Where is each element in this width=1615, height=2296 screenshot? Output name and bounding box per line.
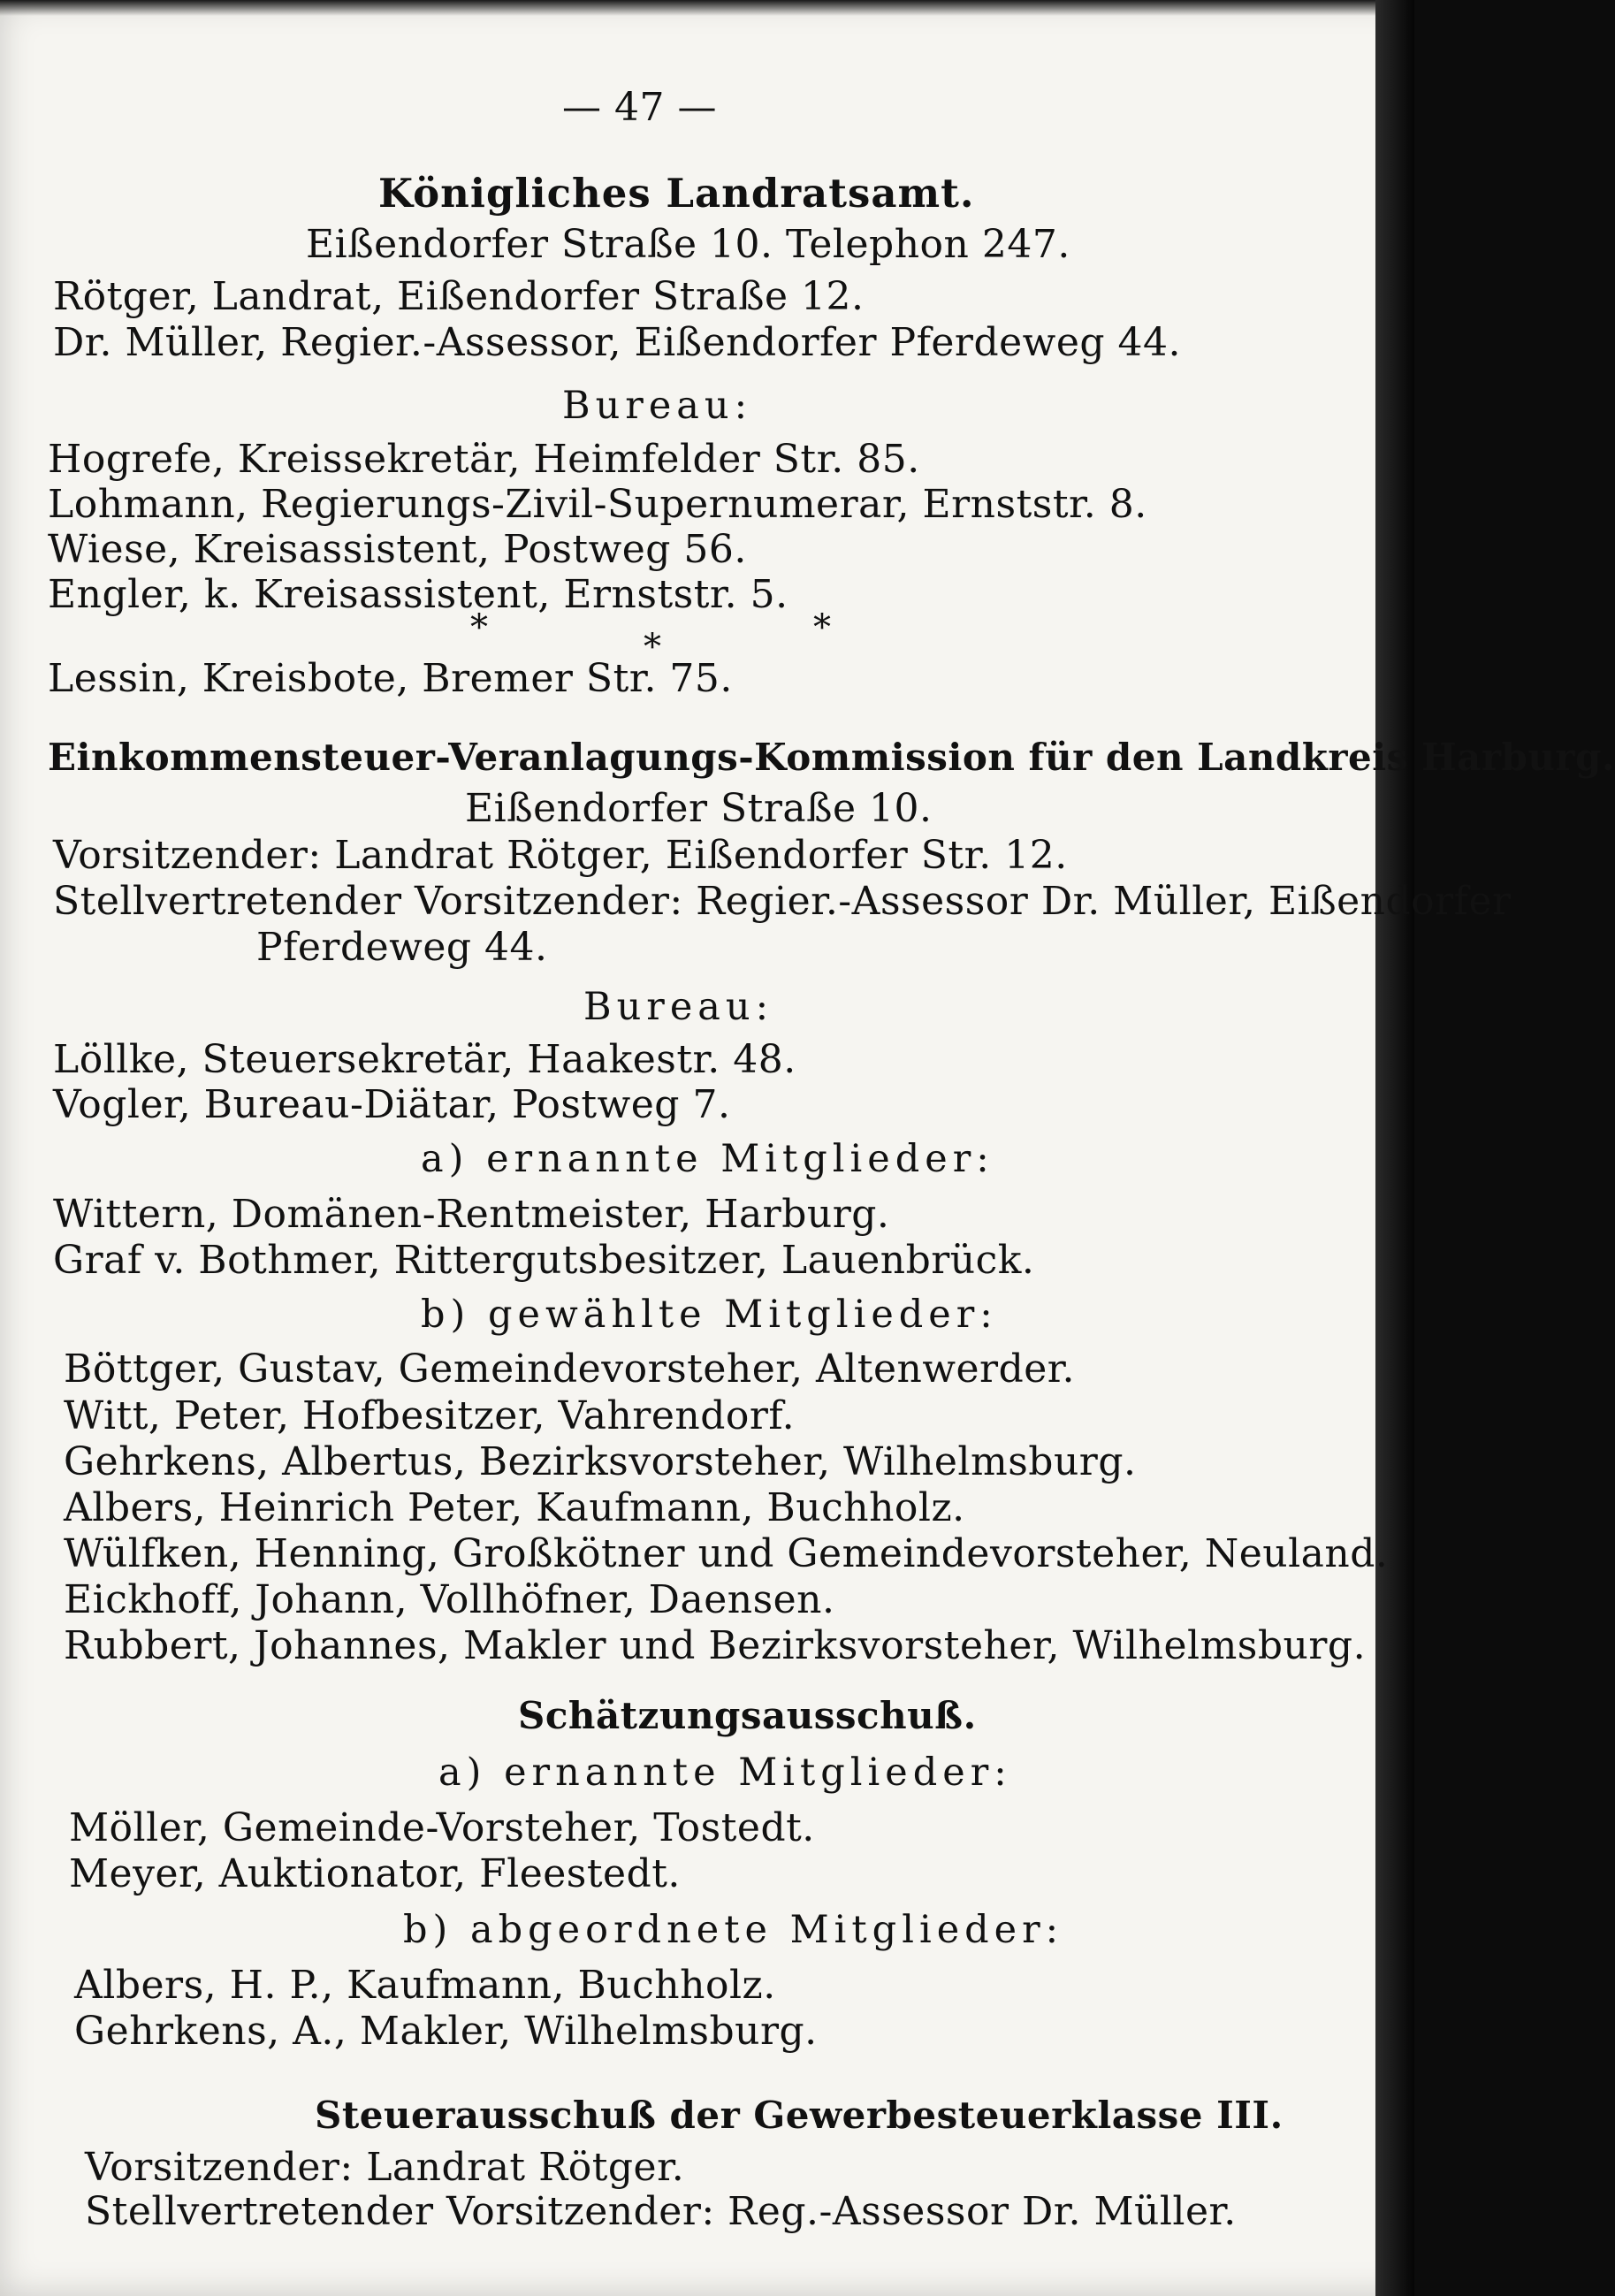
page-number: — 47 — <box>562 85 717 130</box>
kreisbote-entry: Lessin, Kreisbote, Bremer Str. 75. <box>48 656 733 701</box>
steuerausschuss-stellvertreter: Stellvertretender Vorsitzender: Reg.-Assessor Dr. Müller. <box>85 2189 1237 2234</box>
member-entry: Böttger, Gustav, Gemeindevorsteher, Altenwerder. <box>64 1346 1075 1392</box>
member-entry: Graf v. Bothmer, Rittergutsbesitzer, Lauenbrück. <box>53 1238 1035 1283</box>
separator-star: * <box>470 607 489 648</box>
member-entry: Meyer, Auktionator, Fleestedt. <box>69 1851 681 1896</box>
kommission-bureau-heading: Bureau: <box>583 985 774 1029</box>
bureau-entry: Engler, k. Kreisassistent, Ernststr. 5. <box>48 572 788 617</box>
schaetzung-abgeordnete-heading: b) abgeordnete Mitglieder: <box>403 1908 1064 1952</box>
bureau-entry: Löllke, Steuersekretär, Haakestr. 48. <box>53 1037 796 1082</box>
steuerausschuss-vorsitz: Vorsitzender: Landrat Rötger. <box>85 2145 685 2190</box>
gewaehlte-heading: b) gewählte Mitglieder: <box>421 1293 998 1337</box>
schaetzung-ernannte-heading: a) ernannte Mitglieder: <box>438 1751 1012 1795</box>
landratsamt-member: Dr. Müller, Regier.-Assessor, Eißendorfer Pferdeweg 44. <box>53 320 1181 365</box>
landratsamt-member: Rötger, Landrat, Eißendorfer Straße 12. <box>53 274 865 319</box>
separator-star: * <box>813 607 832 648</box>
member-entry: Gehrkens, A., Makler, Wilhelmsburg. <box>74 2009 818 2054</box>
kommission-vorsitz: Vorsitzender: Landrat Rötger, Eißendorfer Str. 12. <box>53 833 1068 878</box>
member-entry: Wittern, Domänen-Rentmeister, Harburg. <box>53 1192 890 1237</box>
member-entry: Gehrkens, Albertus, Bezirksvorsteher, Wilhelmsburg. <box>64 1439 1137 1484</box>
kommission-stellvertreter-cont: Pferdeweg 44. <box>256 925 548 970</box>
landratsamt-title: Königliches Landratsamt. <box>378 170 975 217</box>
kommission-address: Eißendorfer Straße 10. <box>465 786 933 831</box>
member-entry: Witt, Peter, Hofbesitzer, Vahrendorf. <box>64 1393 796 1438</box>
member-entry: Eickhoff, Johann, Vollhöfner, Daensen. <box>64 1577 835 1622</box>
kommission-stellvertreter: Stellvertretender Vorsitzender: Regier.-Assessor Dr. Müller, Eißendorfer <box>53 879 1512 924</box>
bureau-entry: Lohmann, Regierungs-Zivil-Supernumerar, Ernststr. 8. <box>48 482 1147 527</box>
landratsamt-bureau-heading: Bureau: <box>562 384 753 428</box>
member-entry: Albers, H. P., Kaufmann, Buchholz. <box>74 1963 776 2008</box>
scan-edge-right <box>1375 0 1414 2296</box>
bureau-entry: Vogler, Bureau-Diätar, Postweg 7. <box>53 1082 731 1127</box>
bureau-entry: Wiese, Kreisassistent, Postweg 56. <box>48 527 747 572</box>
member-entry: Möller, Gemeinde-Vorsteher, Tostedt. <box>69 1805 815 1850</box>
schaetzung-title: Schätzungsausschuß. <box>518 1694 977 1737</box>
separator-star: * <box>644 627 662 667</box>
kommission-title: Einkommensteuer-Veranlagungs-Kommission für den Landkreis Harburg. <box>48 736 1615 779</box>
member-entry: Albers, Heinrich Peter, Kaufmann, Buchholz. <box>64 1485 965 1530</box>
steuerausschuss-title: Steuerausschuß der Gewerbesteuerklasse III. <box>315 2094 1284 2137</box>
ernannte-heading: a) ernannte Mitglieder: <box>421 1137 994 1181</box>
bureau-entry: Hogrefe, Kreissekretär, Heimfelder Str. 85. <box>48 437 920 482</box>
member-entry: Rubbert, Johannes, Makler und Bezirksvorsteher, Wilhelmsburg. <box>64 1623 1367 1668</box>
member-entry: Wülfken, Henning, Großkötner und Gemeindevorsteher, Neuland. <box>64 1531 1389 1576</box>
scan-edge-top <box>0 0 1414 16</box>
landratsamt-address: Eißendorfer Straße 10. Telephon 247. <box>306 222 1070 267</box>
